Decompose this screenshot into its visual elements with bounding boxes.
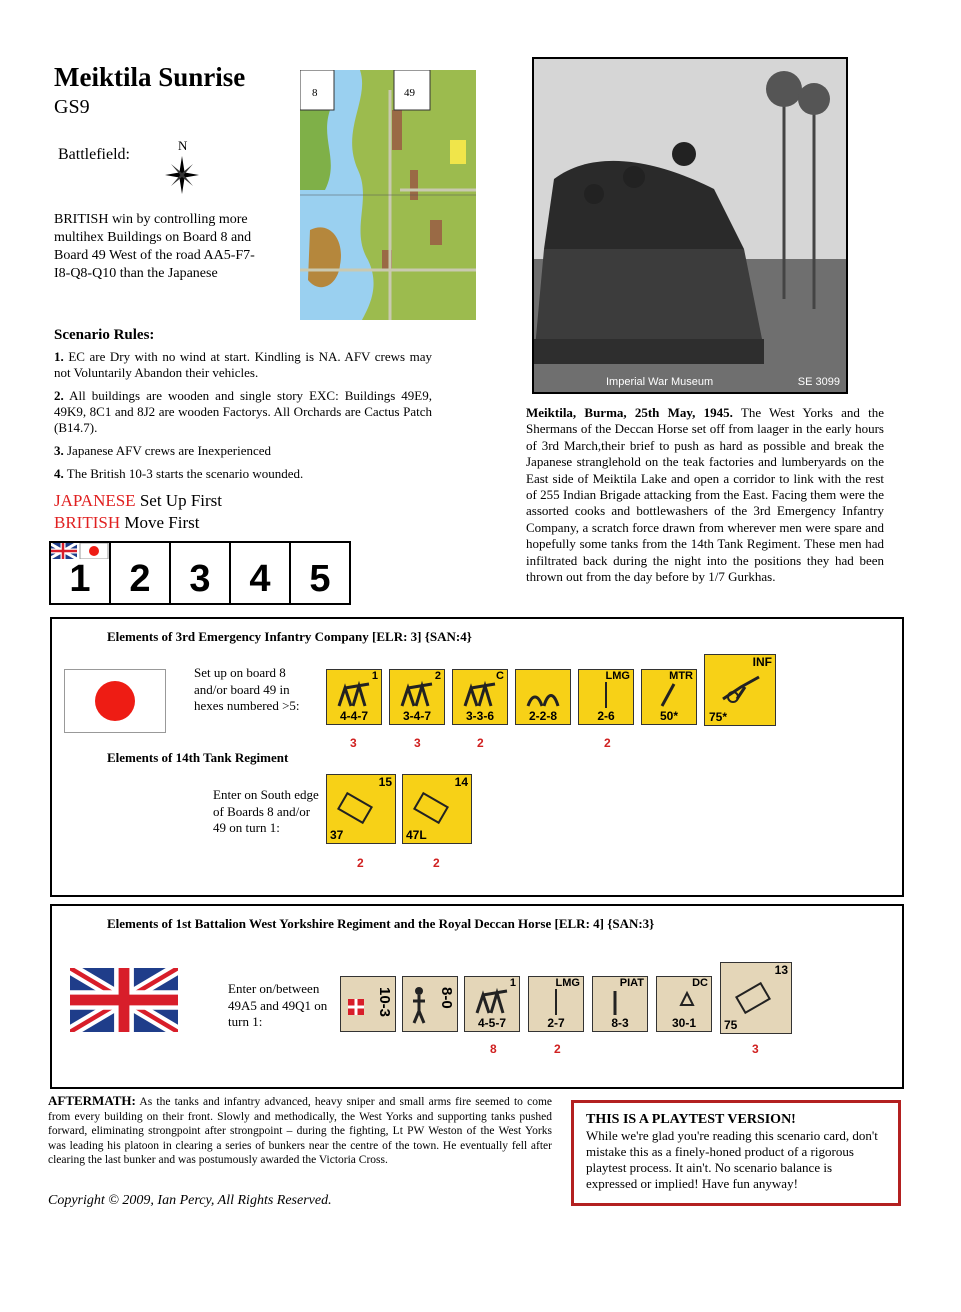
rule-item: 4. The British 10-3 starts the scenario wounded.: [54, 466, 304, 481]
historical-photo: [532, 57, 848, 394]
japanese-tank-heading: Elements of 14th Tank Regiment: [107, 750, 289, 765]
board-8-label: 8: [312, 87, 318, 99]
setup-order: JAPANESE Set Up First BRITISH Move First: [54, 491, 223, 532]
count-jp-336: 2: [477, 736, 484, 750]
counter-jp-336: C 3-3-6: [452, 669, 508, 725]
counter-br-piat: PIAT 8-3: [592, 976, 648, 1032]
battlefield-map: [300, 70, 476, 320]
counter-jp-lmg: LMG 2-6: [578, 669, 634, 725]
count-jp-347: 3: [414, 736, 421, 750]
japanese-setup-instructions: Set up on board 8 and/or board 49 in hexes numbered >5:: [194, 665, 300, 713]
rule-item: 1. EC are Dry with no wind at start. Kindling is NA. AFV crews may not Voluntarily Abandon their vehicles.: [54, 349, 433, 380]
counter-br-lmg: LMG 2-7: [528, 976, 584, 1032]
turn-5: 5: [289, 543, 349, 603]
japan-flag-icon: [64, 669, 166, 733]
counter-jp-228: 2-2-8: [515, 669, 571, 725]
scenario-code: GS9: [54, 96, 90, 118]
count-jp-lmg: 2: [604, 736, 611, 750]
rules-heading: Scenario Rules:: [54, 327, 155, 343]
turn-3: 3: [169, 543, 229, 603]
counter-jp-447: 1 4-4-7: [326, 669, 382, 725]
japanese-tank-instructions: Enter on South edge of Boards 8 and/or 49 on turn 1:: [213, 787, 319, 835]
victory-conditions: BRITISH win by controlling more multihex Buildings on Board 8 and Board 49 West of the road AA5-F7-I8-Q8-Q10 than the Japanese: [54, 212, 255, 281]
british-entry-instructions: Enter on/between 49A5 and 49Q1 on turn 1:: [228, 981, 328, 1029]
counter-jp-tank-15: 15 37: [326, 774, 396, 844]
turn-4: 4: [229, 543, 289, 603]
japanese-infantry-heading: Elements of 3rd Emergency Infantry Company [ELR: 3] {SAN:4}: [107, 629, 472, 644]
turn-track: [49, 541, 351, 605]
rules-list: [54, 349, 432, 489]
historical-text: Meiktila, Burma, 25th May, 1945. The West Yorks and the Shermans of the Deccan Horse set off from laager in the early hours of 3rd March,their brief to push as hard as possible and break the Japanese stranglehold on the teak factories and lumberyards on the East side of Meiktila Lake and open a corridor to link with the rest of 255 Indian Brigade attacking from the East. Facing them were the assorted cooks and bottlewashers of the 3rd Emergency Infantry Company, a scratch force drawn from wherever men were spare and hopefully some tanks from the 14th Tank Regiment. These men had infiltrated back during the night into the positions they had been thrown out from the day before by 1/7 Gurkhas.: [526, 405, 885, 585]
counter-br-squad-457: 1 4-5-7: [464, 976, 520, 1032]
turn-2: 2: [109, 543, 169, 603]
counter-br-leader-80: 8-0: [402, 976, 458, 1032]
battlefield-label: Battlefield:: [58, 146, 130, 163]
playtest-notice: [571, 1100, 901, 1206]
compass-rose-icon: [162, 138, 202, 198]
turn-1: 1: [69, 558, 91, 600]
aftermath-text: AFTERMATH: As the tanks and infantry advanced, heavy sniper and small arms fire seemed to come from every building on their front. Slowly and methodically, the West Yorks and supporting tanks pushed forward, eliminating strongpoint after strongpoint – during the fighting, Lt PW Weston of the West Yorks was leading his platoon in clearing a series of bunkers near the centre of the town. He eventually fell after clearing the last bunker and was postumously awarded the Victoria Cross.: [48, 1093, 552, 1167]
photo-id: SE 3099: [797, 376, 840, 388]
board-49-label: 49: [404, 87, 415, 99]
photo-caption: Imperial War Museum: [606, 376, 714, 388]
compass-n-label: N: [178, 138, 188, 153]
counter-br-dc: DC 30-1: [656, 976, 712, 1032]
count-br-lmg: 2: [554, 1042, 561, 1056]
counter-jp-tank-14: 14 47L: [402, 774, 472, 844]
counter-jp-mtr: MTR 50*: [641, 669, 697, 725]
british-heading: Elements of 1st Battalion West Yorkshire Regiment and the Royal Deccan Horse [ELR: 4] {SAN:3}: [107, 916, 655, 931]
rule-item: 2. All buildings are wooden and single story EXC: Buildings 49E9, 49K9, 8C1 and 8J2 are wooden Factorys. All Orchards are Cactus Patch (B14.7).: [54, 388, 432, 435]
counter-jp-inf-gun: INF 75*: [704, 654, 776, 726]
count-br-sherman: 3: [752, 1042, 759, 1056]
move-first-side: BRITISH: [54, 513, 121, 532]
counter-jp-347: 2 3-4-7: [389, 669, 445, 725]
count-br-squad: 8: [490, 1042, 497, 1056]
playtest-title: THIS IS A PLAYTEST VERSION!: [586, 1112, 796, 1127]
union-jack-flag-icon: [70, 968, 178, 1032]
playtest-text: While we're glad you're reading this scenario card, don't mistake this as a finely-honed product of a rigorous playtest process. It ain't. No scenario balance is expressed or implied! Have fun anyway!: [586, 1128, 878, 1191]
count-jp-tank-14: 2: [433, 856, 440, 870]
setup-first-side: JAPANESE: [54, 491, 136, 510]
count-jp-447: 3: [350, 736, 357, 750]
copyright: Copyright © 2009, Ian Percy, All Rights Reserved.: [48, 1193, 332, 1208]
rule-item: 3. Japanese AFV crews are Inexperienced: [54, 443, 272, 458]
count-jp-tank-15: 2: [357, 856, 364, 870]
counter-br-leader-103: 10-3: [340, 976, 396, 1032]
counter-br-sherman: 13 75: [720, 962, 792, 1034]
scenario-title: Meiktila Sunrise: [54, 62, 246, 92]
